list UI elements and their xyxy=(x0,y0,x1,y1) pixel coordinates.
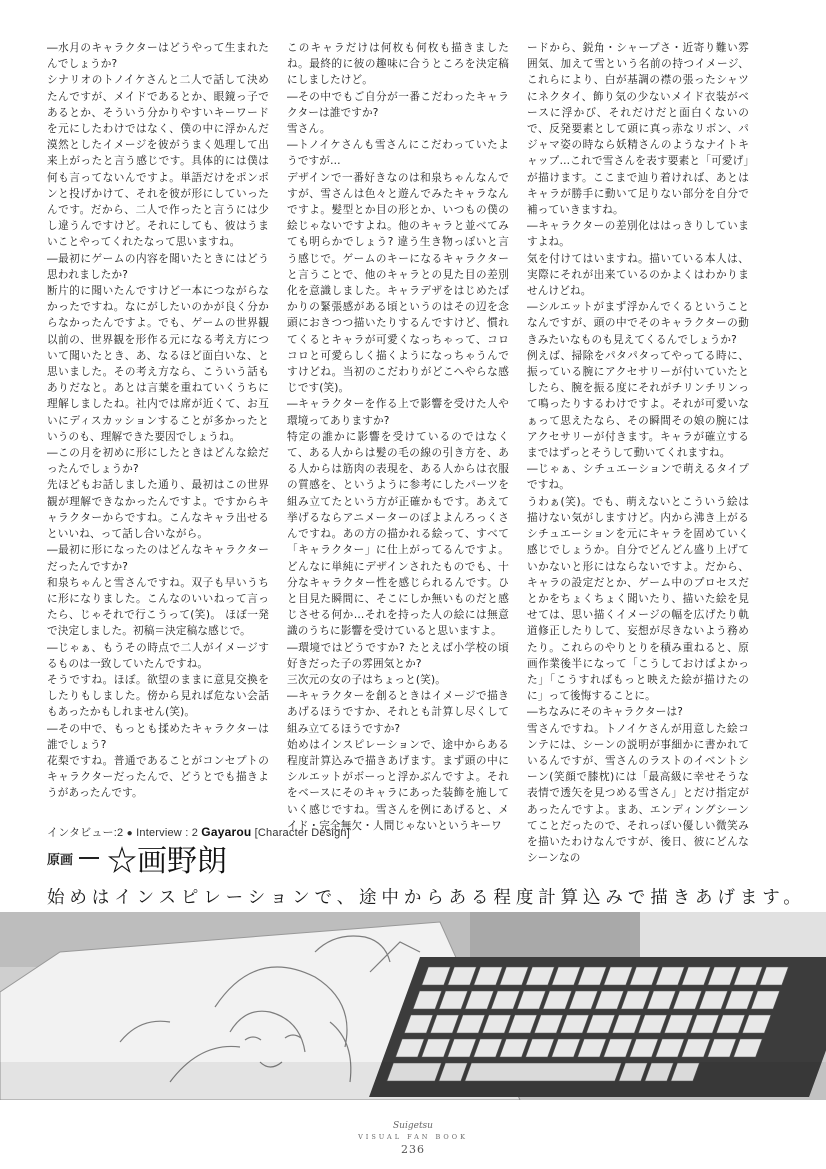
interview-paragraph: ―最初にゲームの内容を聞いたときにはどう思われましたか? xyxy=(47,252,269,281)
interview-paragraph: 断片的に聞いたんですけど一本につながらなかったですね。なにがしたいのかが良く分からなかったんですよ。でも、ゲームの世界観以前の、世界観を形作る元になる考え方について聞いたとき、あ、なるほど面白いな、と思いました。その考え方なら、こういう話もありだなと。あとは言葉を重ねていくうちに理解しましたね。社内では席が近くて、お互いにディスカッションすることが多かったというのも、理解できた要因でしょうね。 xyxy=(47,285,269,443)
credit-role: 原画 xyxy=(47,852,74,868)
credit-name-text: 画野朗 xyxy=(137,844,228,879)
interview-paragraph: 花梨ですね。普通であることがコンセプトのキャラクターだったんで、どうとでも描きようがあったんです。 xyxy=(47,754,269,800)
interview-paragraph: ―環境ではどうですか? たとえば小学校の頃好きだった子の雰囲気とか? xyxy=(287,641,509,670)
interview-paragraph: ―じゃぁ、もうその時点で二人がイメージするものは一致していたんですね。 xyxy=(47,641,269,670)
page-number: 236 xyxy=(401,1143,425,1156)
interview-paragraph: シナリオのトノイケさんと二人で話して決めたんですが、メイドであるとか、眼鏡っ子であるとか、そういう分かりやすいキーワードを元にしたわけではなく、僕の中に浮かんだ漠然としたイメージを彼がうまく処理して出来上がったと言う感じです。具体的には僕は何も言ってないんですよ。単語だけをポンポンと投げかけて、それを彼が形にしていったんです。だから、二人で作ったと言うには少し違うんですけど。それにしても、彼はうまいことやってくれたなって思いますね。 xyxy=(47,74,269,249)
workspace-photo xyxy=(0,912,826,1100)
interview-paragraph: ―キャラクターを作る上で影響を受けた人や環境ってありますか? xyxy=(287,398,509,427)
interview-paragraph: デザインで一番好きなのは和泉ちゃんなんですが、雪さんは色々と遊んでみたキャラなんですよ。髪型とか目の形とか、いつもの僕の絵じゃないですよね。他のキャラと並べてみても明らかでしょう? 違う生き物っぽいと言う感じで。ゲームのキーになるキャラクターと言うことで、他のキャラとの見た目の差別化を意識しました。キャラデザをはじめたばかりの緊張感がある頃というのはその辺を念頭におきつつ描いたりするんですけど、慣れてくるとキャラが可愛くなっちゃって、コロコロと可愛らしく描くようになっちゃうんですけどね。当初のこだわりがどこへやらな感じです(笑)。 xyxy=(287,171,509,395)
interviewee-role-en: [Character Design] xyxy=(254,827,350,839)
interview-label-en: Interview : 2 xyxy=(136,827,199,839)
interview-paragraph: 三次元の女の子はちょっと(笑)。 xyxy=(287,673,446,686)
interview-column-3 xyxy=(527,40,749,866)
interview-paragraph: ―水月のキャラクターはどうやって生まれたんでしょうか? xyxy=(47,42,269,71)
interviewee-name-en: Gayarou xyxy=(201,825,252,839)
headline-quote: 始めはインスピレーションで、途中からある程度計算込みで描きあげます。 xyxy=(47,888,806,908)
interview-paragraph: 和泉ちゃんと雪さんですね。双子も早いうちに形になりました。こんなのいいねって言ったら、じゃそれで行こうって(笑)。 ほぼ一発で決定しました。初稿＝決定稿な感じで。 xyxy=(47,576,269,638)
interview-paragraph: ―ちなみにそのキャラクターは? xyxy=(527,706,683,719)
credit-name xyxy=(107,836,227,880)
interview-paragraph: ―その中でもご自分が一番こだわったキャラクターは誰ですか? xyxy=(287,90,509,119)
interview-paragraph: ―キャラクターの差別化ははっきりしていますよね。 xyxy=(527,220,749,249)
interview-paragraph: 始めはインスピレーションで、途中からある程度計算込みで描きあげます。まず頭の中にシルエットがボーっと浮かぶんですよ。それをベースにそのキャラにあった装飾を施していく感じですね。雪さんを例にあげると、メイド・完全無欠・人間じゃないというキーワ xyxy=(287,738,509,832)
interview-column-1 xyxy=(47,40,269,802)
interview-paragraph: ―その中で、もっとも揉めたキャラクターは誰でしょう? xyxy=(47,722,269,751)
credit-dash xyxy=(79,857,99,859)
interview-paragraph: 特定の誰かに影響を受けているのではなくて、ある人からは髪の毛の線の引き方を、ある人からは筋肉の表現を、ある人からは衣服の質感を、というように参考にしたパーツを組み立てたという方が正確かもです。あえて挙げるならアニメーターのぽよよんろっくさんですね。あの方の描かれる絵って、すべて「キャラクター」に仕上がってるんですよ。どんなに単純にデザインされたものでも、十分なキャラクター性を感じられるんです。ひと目見た瞬間に、そこにしか無いものだと感じさせる何か…それを持った人の絵には無意識のうちに影響を受けていると思いますよ。 xyxy=(287,430,509,638)
interview-paragraph: ―じゃぁ、シチュエーションで萌えるタイプですね。 xyxy=(527,463,749,492)
interview-paragraph: 例えば、掃除をパタパタってやってる時に、振っている腕にアクセサリーが付いていたとしたら、腕を振る度にそれがチリンチリンって鳴ったりするわけですよ。それが可愛いなぁって思えたなら、その瞬間その娘の腕にはアクセサリーが付きます。キャラが確立するまではずっとそうして動いてくれますね。 xyxy=(527,349,749,460)
interview-paragraph: ―キャラクターを創るときはイメージで描きあげるほうですか、それとも計算し尽くして組み立てるほうですか? xyxy=(287,690,509,735)
interview-label: インタビュー:2 xyxy=(47,827,124,839)
bullet-icon: ● xyxy=(126,828,133,839)
book-title: VISUAL FAN BOOK xyxy=(358,1133,468,1141)
interview-paragraph: 気を付けてはいますね。描いている本人は、実際にそれが出来ているのかよくはわかりませんけどね。 xyxy=(527,252,749,298)
interview-paragraph: ―トノイケさんも雪さんにこだわっていたようですが… xyxy=(287,139,509,168)
interview-paragraph: このキャラだけは何枚も何枚も描きましたね。最終的に彼の趣味に合うところを決定稿にしましたけど。 xyxy=(287,42,509,87)
interview-paragraph: ―最初に形になったのはどんなキャラクターだったんですか? xyxy=(47,544,269,573)
interview-paragraph: ―この月を初めに形にしたときはどんな絵だったんでしょうか? xyxy=(47,447,269,476)
interview-paragraph: 雪さん。 xyxy=(287,123,331,136)
credit-line xyxy=(47,836,227,880)
interview-paragraph: ードから、鋭角・シャープさ・近寄り難い雰囲気、加えて雪という名前の持つイメージ、これらにより、白が基調の襟の張ったシャツにネクタイ、飾り気の少ないメイド衣装がベースに浮かび、それだけだと面白くないので、反発要素として頭に真っ赤なリボン、パジャマ姿の時なら妖精さんのようなナイトキャップ…これで雪さんを表す要素と「可愛げ」が描けます。ここまで辿り着ければ、あとはキャラが勝手に動いて足りない部分を自分で補っていきますね。 xyxy=(527,42,749,217)
interview-paragraph: ―シルエットがまず浮かんでくるということなんですが、頭の中でそのキャラクターの動きみたいなものも見えてくるんでしょうか? xyxy=(527,301,749,346)
interview-paragraph: 雪さんですね。トノイケさんが用意した絵コンテには、シーンの説明が事細かに書かれているんですが、雪さんのラストのイベントシーン(笑顔で膝枕)には「最高級に幸せそうな表情で透矢を見つめる雪さん」とだけ指定があったんですよ。まあ、エンディングシーンてことだったので、それっぽい優しい微笑みを描いたわけなんですが、後日、彼にどんなシーンなの xyxy=(527,722,749,865)
interview-paragraph: 先ほどもお話しました通り、最初はこの世界観が理解できなかったんですよ。ですからキャラクターからですね。こんなキャラ出せるといいね、って話し合いながら。 xyxy=(47,479,269,541)
interview-paragraph: そうですね。ほぼ。欲望のままに意見交換をしたりもしました。傍から見れば危ない会話もあったかもしれません(笑)。 xyxy=(47,673,269,719)
star-icon: ☆ xyxy=(107,844,138,879)
book-logo: Suigetsu xyxy=(393,1121,433,1131)
interview-paragraph: うわぁ(笑)。でも、萌えないとこういう絵は描けない気がしますけど。内から沸き上がるシチュエーションを元にキャラを固めていく感じでしょうか。自分でどんどん盛り上げていかないと形にはならないですよ。だから、キャラの設定だとか、ゲーム中のプロセスだとかをちょくちょく聞いたり、描いた絵を見せては、思い描くイメージの幅を広げたり軌道修正したりして、妄想が尽きないよう務めたり。これらのやりとりを積み重ねると、原画作業後半になって「こうしておけばよかった」「こうすればもっと映えた絵が描けたのに」って後悔することに。 xyxy=(527,495,749,703)
interview-column-2 xyxy=(287,40,509,834)
